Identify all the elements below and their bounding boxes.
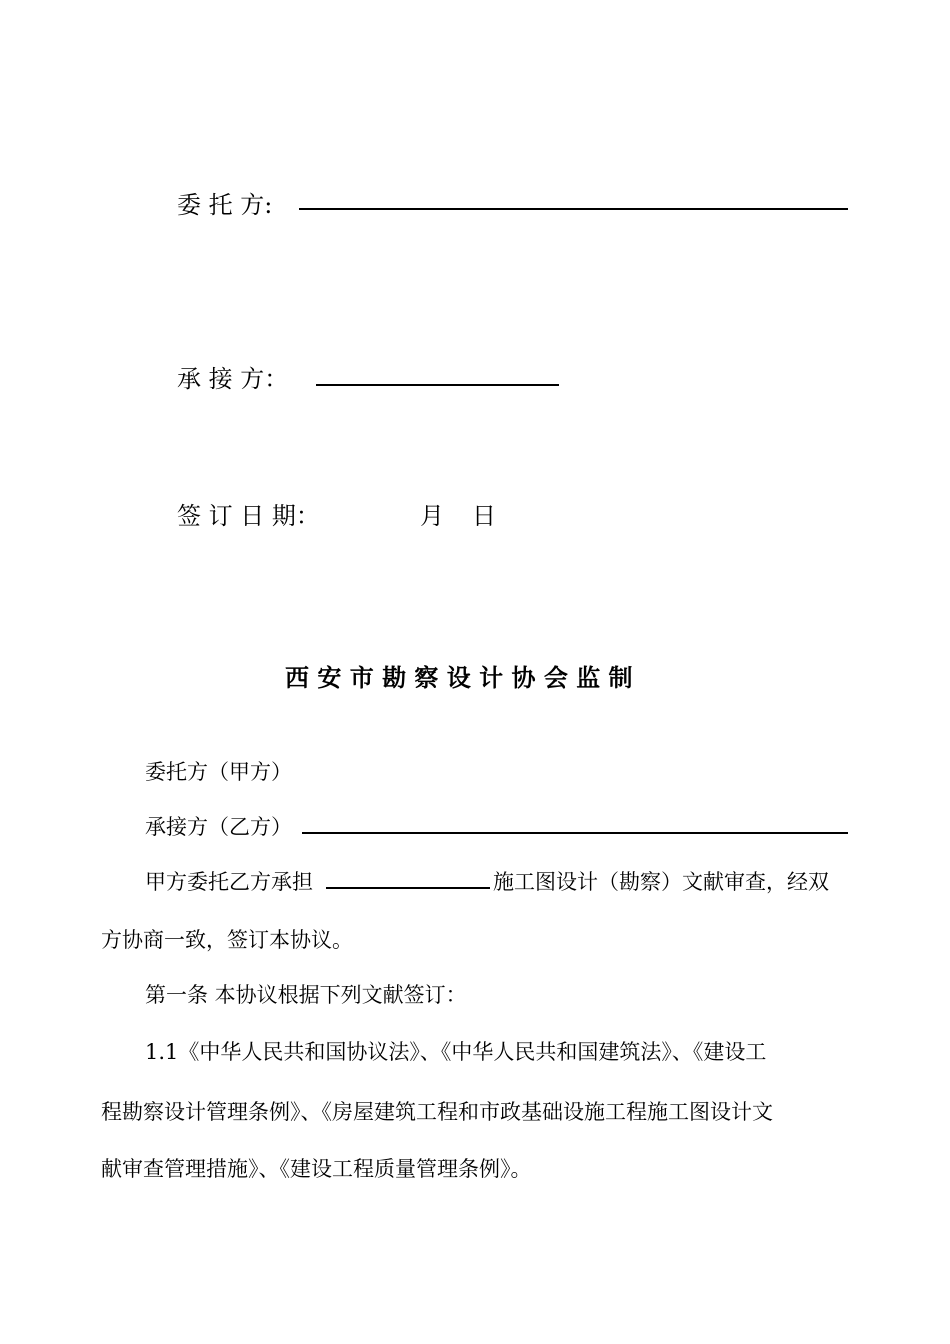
contractor-label: 承 接 方： [177, 365, 289, 393]
party-b-label: 承接方（乙方） [145, 815, 292, 839]
clause-1-1-line-1: 1.1《中华人民共和国协议法》、《中华人民共和国建筑法》、《建设工 [145, 1040, 767, 1064]
date-month: 月 [420, 502, 444, 530]
intro-line-2: 方协商一致，签订本协议。 [101, 928, 353, 952]
intro-suffix: 施工图设计（勘察）文献审查，经双 [493, 870, 829, 894]
date-day: 日 [472, 502, 496, 530]
date-label: 签 订 日 期： [177, 502, 320, 530]
supervision-title: 西 安 市 勘 察 设 计 协 会 监 制 [285, 663, 633, 692]
contractor-blank-line[interactable] [316, 384, 559, 386]
clause-1-1-line-3: 献审查管理措施》、《建设工程质量管理条例》。 [101, 1157, 532, 1181]
article-1: 第一条 本协议根据下列文献签订： [145, 983, 467, 1007]
client-blank-line[interactable] [299, 208, 848, 210]
intro-prefix: 甲方委托乙方承担 [145, 870, 313, 894]
clause-1-1-line-2: 程勘察设计管理条例》、《房屋建筑工程和市政基础设施工程施工图设计文 [101, 1100, 773, 1124]
party-b-blank-line[interactable] [302, 832, 848, 834]
party-a-label: 委托方（甲方） [145, 760, 292, 784]
client-label: 委 托 方: [177, 191, 273, 219]
project-blank-line[interactable] [326, 887, 490, 889]
